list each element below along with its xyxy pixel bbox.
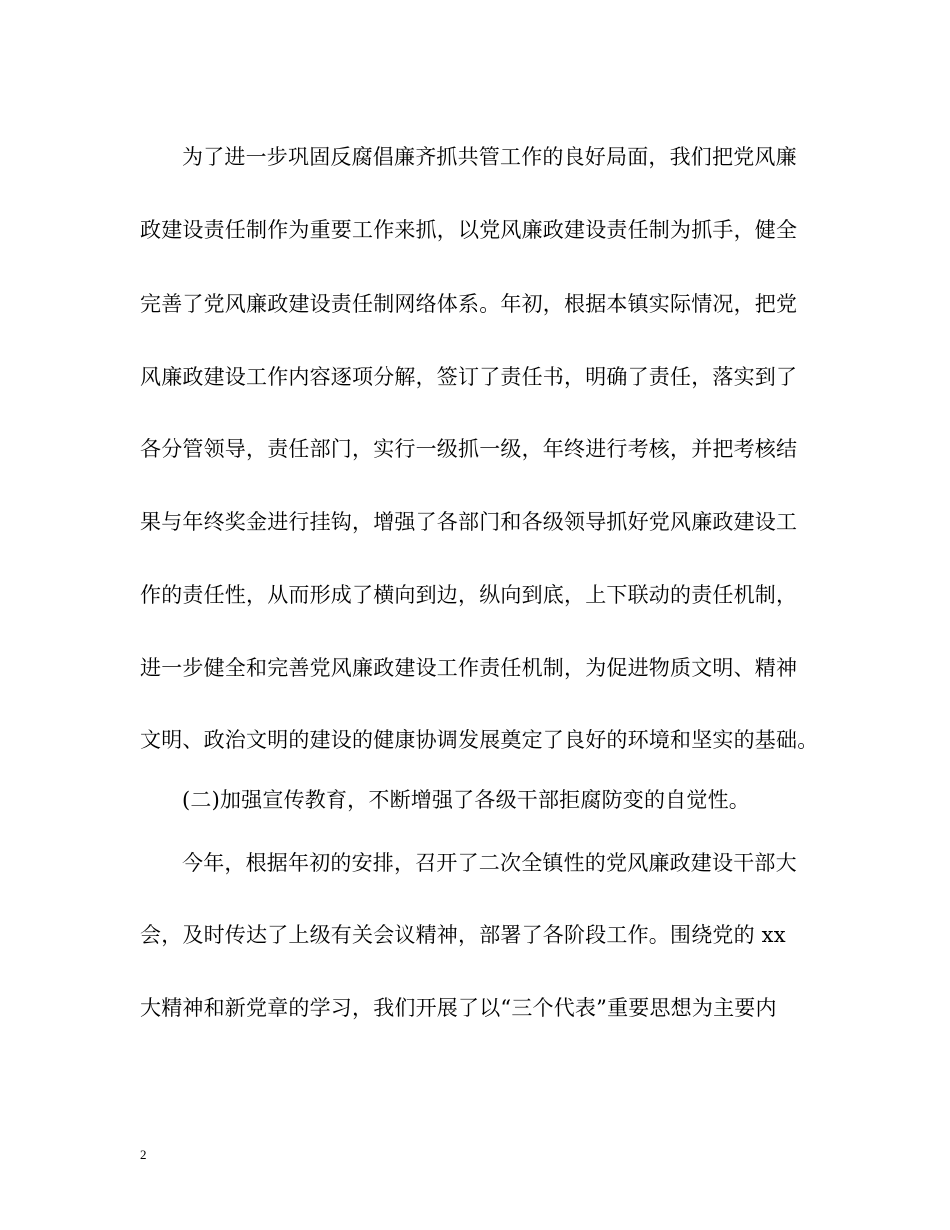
paragraph-1-line-4: 风廉政建设工作内容逐项分解，签订了责任书，明确了责任，落实到了 [140,365,798,389]
paragraph-1-line-5: 各分管领导，责任部门，实行一级抓一级，年终进行考核，并把考核结 [140,437,798,461]
paragraph-1-line-6: 果与年终奖金进行挂钩，增强了各部门和各级领导抓好党风廉政建设工 [140,510,798,534]
paragraph-1-line-3: 完善了党风廉政建设责任制网络体系。年初，根据本镇实际情况，把党 [140,292,798,316]
paragraph-1-line-1: 为了进一步巩固反腐倡廉齐抓共管工作的良好局面，我们把党风廉 [182,145,797,169]
section-heading: (二)加强宣传教育，不断增强了各级干部拒腐防变的自觉性。 [182,788,750,812]
paragraph-1-line-7: 作的责任性，从而形成了横向到边，纵向到底，上下联动的责任机制， [140,583,798,607]
paragraph-2-line-3: 大精神和新党章的学习，我们开展了以“三个代表”重要思想为主要内 [140,996,777,1020]
paragraph-1-line-9: 文明、政治文明的建设的健康协调发展奠定了良好的环境和坚实的基础。 [140,728,819,752]
paragraph-2-line-1: 今年，根据年初的安排，召开了二次全镇性的党风廉政建设干部大 [182,851,797,875]
paragraph-1-line-8: 进一步健全和完善党风廉政建设工作责任机制，为促进物质文明、精神 [140,656,798,680]
page-number: 2 [140,1147,147,1162]
paragraph-2-line-2: 会，及时传达了上级有关会议精神，部署了各阶段工作。围绕党的 xx [140,923,786,947]
paragraph-1-line-2: 政建设责任制作为重要工作来抓，以党风廉政建设责任制为抓手，健全 [140,218,798,242]
